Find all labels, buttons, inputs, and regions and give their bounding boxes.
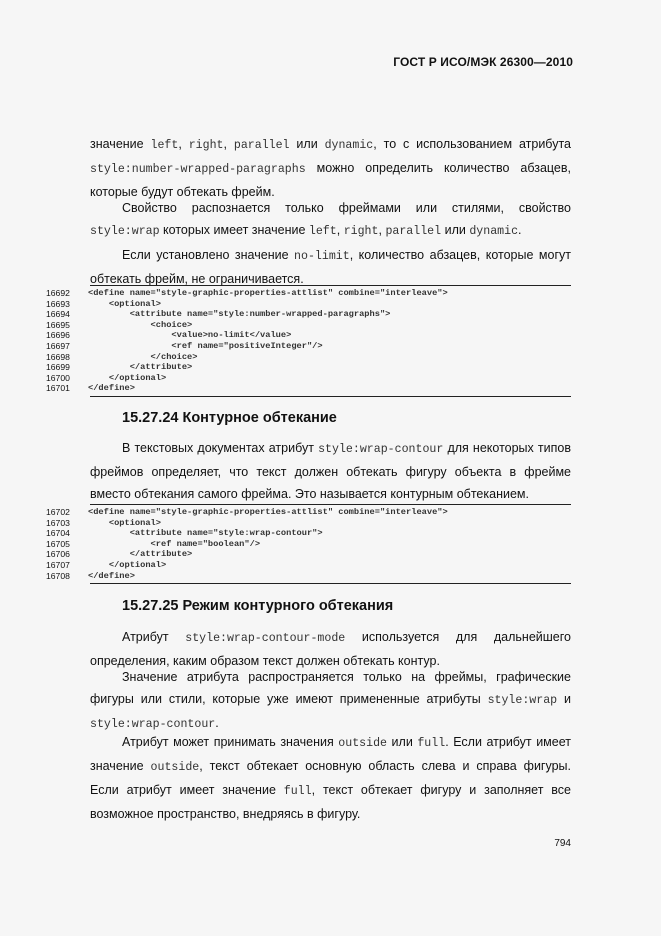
- code-block-1: [46, 288, 576, 394]
- code-term: right: [188, 139, 224, 152]
- line-number: 16700: [46, 372, 70, 383]
- code-text: <optional>: [88, 517, 161, 528]
- text: которых имеет значение: [159, 223, 309, 237]
- code-term: style:number-wrapped-paragraphs: [90, 163, 306, 176]
- line-number: 16707: [46, 559, 70, 570]
- text: Атрибут: [122, 630, 186, 644]
- line-number: 16695: [46, 319, 70, 330]
- code-term: full: [283, 785, 312, 798]
- code-term: dynamic: [324, 139, 374, 152]
- text: Значение атрибута распространяется только на фреймы, графические фигуры или стили, которые уже имеют примененные атрибуты: [90, 670, 571, 706]
- text: или: [289, 137, 325, 151]
- code-text: <optional>: [88, 298, 161, 309]
- line-number: 16692: [46, 288, 70, 298]
- code-line: [46, 330, 576, 341]
- code-term: style:wrap-contour: [318, 443, 444, 456]
- code-line: [46, 560, 576, 571]
- code-text: </optional>: [88, 559, 167, 570]
- text: ,: [336, 223, 344, 237]
- text: , текст обтекает фигуру и заполняет все возможное пространство, внедряясь в фигуру.: [90, 783, 571, 821]
- line-number: 16698: [46, 351, 70, 362]
- text: , количество абзацев, которые могут обтекать фрейм, не ограничивается.: [90, 248, 571, 286]
- text: . Если атрибут имеет значение: [90, 735, 571, 773]
- code-term: right: [343, 225, 379, 238]
- code-term: style:wrap: [90, 225, 160, 238]
- line-number: 16705: [46, 538, 70, 549]
- line-number: 16699: [46, 362, 70, 373]
- code-text: <ref name="positiveInteger"/>: [88, 340, 323, 351]
- code-text: <attribute name="style:number-wrapped-paragraphs">: [88, 309, 391, 320]
- code-term: style:wrap: [487, 694, 558, 707]
- text: можно определить количество абзацев, которые будут обтекать фрейм.: [90, 161, 571, 199]
- code-term: no-limit: [294, 250, 350, 263]
- code-term: parallel: [233, 139, 290, 152]
- code-text: <define name="style-graphic-properties-attlist" combine="interleave">: [88, 288, 448, 298]
- code-term: left: [308, 225, 337, 238]
- text: Атрибут может принимать значения: [122, 735, 339, 749]
- text: ,: [378, 223, 386, 237]
- text: В текстовых документах атрибут: [122, 441, 319, 455]
- text: для некоторых типов фреймов определяет, что текст должен обтекать фигуру объекта в фрейме вместо обтекания самого фрейма. Это называется контурным обтеканием.: [90, 441, 571, 501]
- code-line: [46, 518, 576, 529]
- text: , текст обтекает основную область слева и справа фигуры. Если атрибут имеет значение: [90, 759, 572, 797]
- section-heading: 15.27.24 Контурное обтекание: [122, 410, 337, 426]
- paragraph-3: [90, 244, 571, 290]
- section-heading: 15.27.25 Режим контурного обтекания: [122, 598, 394, 614]
- code-term: left: [150, 139, 179, 152]
- code-text: </attribute>: [88, 549, 193, 560]
- code-term: full: [417, 737, 446, 750]
- text: или: [441, 223, 470, 237]
- paragraph-4: [90, 437, 571, 505]
- text: , то с использованием атрибута: [373, 137, 571, 151]
- code-text: </optional>: [88, 372, 167, 383]
- line-number: 16697: [46, 340, 70, 351]
- code-term: parallel: [385, 225, 442, 238]
- text: ,: [178, 137, 189, 151]
- text: значение: [90, 137, 151, 151]
- code-text: <ref name="boolean"/>: [88, 538, 261, 549]
- paragraph-6: [90, 666, 571, 736]
- code-text: <value>no-limit</value>: [88, 330, 292, 341]
- code-term: dynamic: [469, 225, 519, 238]
- code-line: [46, 299, 576, 310]
- code-term: style:wrap-contour: [90, 718, 216, 731]
- code-line: [46, 528, 576, 539]
- code-text: </define>: [88, 383, 135, 394]
- code-text: <attribute name="style:wrap-contour">: [88, 528, 323, 539]
- line-number: 16703: [46, 517, 70, 528]
- page-number: 794: [554, 838, 571, 849]
- line-number: 16708: [46, 570, 70, 581]
- code-text: <define name="style-graphic-properties-attlist" combine="interleave">: [88, 507, 448, 517]
- code-line: [46, 571, 576, 582]
- paragraph-2: [90, 197, 571, 243]
- page-header: ГОСТ Р ИСО/МЭК 26300—2010: [393, 55, 573, 69]
- code-block-2: [46, 507, 576, 581]
- line-number: 16693: [46, 298, 70, 309]
- code-line: [46, 352, 576, 363]
- text: используется для дальнейшего определения, каким образом текст должен обтекать контур.: [90, 630, 571, 668]
- text: или: [387, 735, 418, 749]
- line-number: 16696: [46, 330, 70, 341]
- code-term: style:wrap-contour-mode: [185, 632, 346, 645]
- code-line: [46, 309, 576, 320]
- code-block-rule-bottom: [90, 583, 571, 584]
- line-number: 16702: [46, 507, 70, 517]
- text: ,: [223, 137, 234, 151]
- code-line: [46, 288, 576, 299]
- paragraph-1: [90, 133, 571, 203]
- code-line: [46, 549, 576, 560]
- line-number: 16704: [46, 528, 70, 539]
- code-text: </attribute>: [88, 362, 193, 373]
- paragraph-7: [90, 731, 571, 825]
- text: и: [557, 692, 571, 706]
- code-term: outside: [338, 737, 387, 750]
- text: .: [518, 223, 522, 237]
- code-line: [46, 383, 576, 394]
- code-line: [46, 362, 576, 373]
- text: Если установлено значение: [122, 248, 295, 262]
- code-term: outside: [150, 761, 200, 774]
- code-text: </define>: [88, 570, 135, 581]
- code-line: [46, 341, 576, 352]
- code-line: [46, 373, 576, 384]
- code-block-rule-top: [90, 504, 571, 505]
- code-block-rule-bottom: [90, 396, 571, 397]
- text: Свойство распознается только фреймами или стилями, свойство: [122, 201, 571, 215]
- code-line: [46, 320, 576, 331]
- line-number: 16701: [46, 383, 70, 394]
- code-block-rule-top: [90, 285, 571, 286]
- line-number: 16694: [46, 309, 70, 320]
- code-line: [46, 507, 576, 518]
- code-text: </choice>: [88, 351, 198, 362]
- line-number: 16706: [46, 549, 70, 560]
- code-text: <choice>: [88, 319, 193, 330]
- code-line: [46, 539, 576, 550]
- text: .: [215, 716, 219, 730]
